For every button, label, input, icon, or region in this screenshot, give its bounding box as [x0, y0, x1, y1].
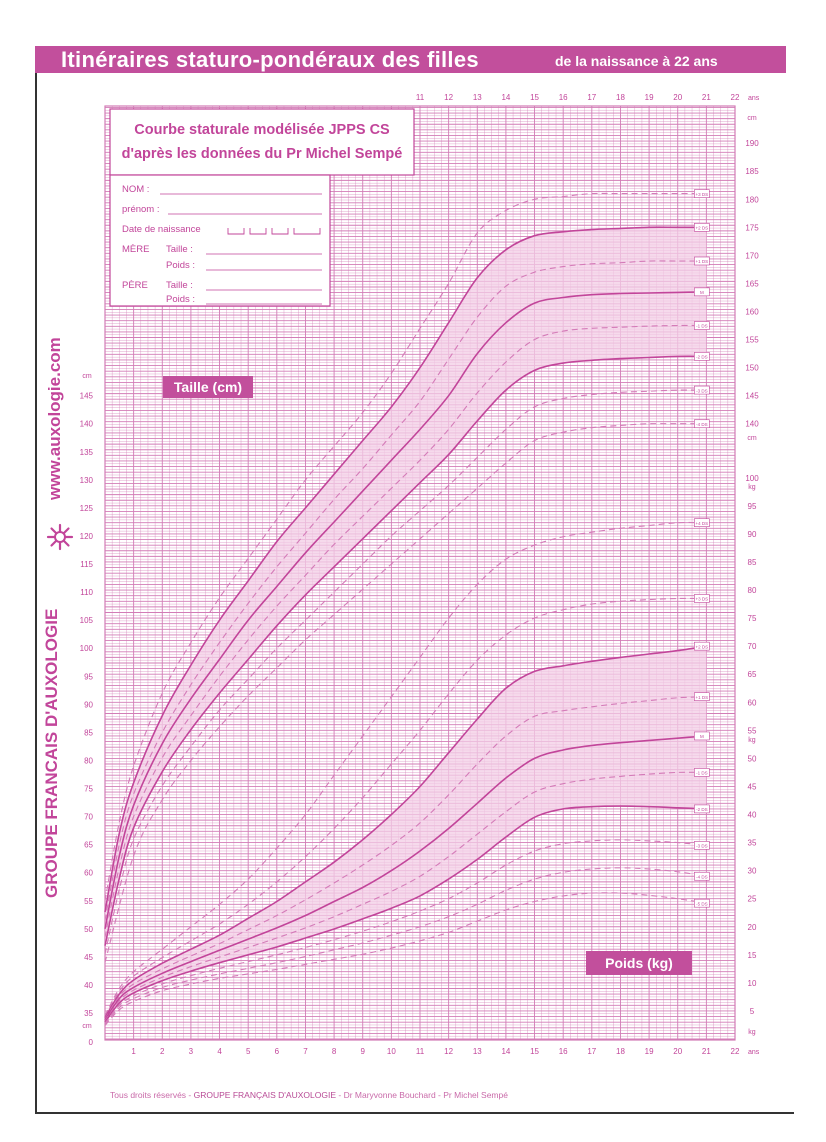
weight-curve-tag	[694, 841, 709, 849]
y-unit-label: kg	[748, 484, 756, 491]
x-tick-bottom: 14	[501, 1047, 511, 1056]
y-tick-left: 75	[84, 784, 93, 794]
pere-taille-label: Taille :	[166, 280, 193, 291]
tag-label: +3 DS	[695, 191, 709, 197]
x-tick-bottom: 13	[472, 1047, 482, 1056]
y-tick-right: 50	[747, 754, 757, 764]
y-unit-label: cm	[747, 115, 757, 122]
x-tick-top: 12	[444, 93, 454, 102]
y-tick-left: 95	[84, 672, 93, 682]
weight-curve-tag	[694, 768, 709, 776]
x-tick-bottom: 19	[644, 1047, 654, 1056]
y-tick-left: 90	[84, 700, 93, 710]
nom-label: NOM :	[122, 184, 150, 195]
x-tick-bottom: 4	[217, 1047, 222, 1056]
poids-label: Poids (kg)	[605, 955, 673, 971]
y-tick-left: 120	[79, 531, 93, 541]
x-tick-bottom: 7	[303, 1047, 308, 1056]
weight-curve-tag	[694, 594, 709, 602]
info-title-2: d'après les données du Pr Michel Sempé	[121, 146, 403, 162]
x-tick-bottom: 5	[245, 1047, 251, 1056]
y-tick-right: 35	[747, 838, 757, 848]
footer-org: GROUPE FRANÇAIS D'AUXOLOGIE	[193, 1090, 336, 1100]
organisation-label: GROUPE FRANCAIS D'AUXOLOGIE	[42, 608, 61, 898]
height-curve-tag	[694, 352, 709, 360]
x-tick-top: 15	[530, 93, 539, 102]
x-tick-bottom: 10	[386, 1047, 396, 1056]
page-subtitle: de la naissance à 22 ans	[555, 53, 718, 69]
x-tick-top: 11	[415, 93, 425, 102]
taille-label: Taille (cm)	[173, 379, 243, 395]
y-tick-right: 75	[747, 614, 757, 624]
mere-taille-label: Taille :	[166, 244, 193, 255]
height-curve-tag	[694, 420, 709, 428]
x-tick-top: 22	[730, 93, 740, 102]
y-unit-label: cm	[747, 435, 757, 442]
info-title-1: Courbe staturale modélisée JPPS CS	[134, 122, 390, 138]
y-tick-right: 5	[749, 1006, 755, 1016]
tag-label: -1 DS	[696, 323, 708, 329]
height-curve-tag	[694, 322, 709, 330]
y-tick-right: 30	[747, 866, 757, 876]
y-tick-left: 40	[84, 980, 93, 990]
y-tick-left: 60	[84, 868, 93, 878]
height-curve-tag	[694, 223, 709, 231]
y-tick-right: 165	[745, 279, 759, 289]
y-tick-right: 100	[745, 473, 759, 483]
y-tick-left: 115	[80, 560, 93, 570]
website-label: www.auxologie.com	[45, 337, 64, 500]
height-curve-tag	[694, 190, 709, 198]
y-tick-right: 20	[747, 922, 757, 932]
tag-label: -4 DS	[696, 421, 708, 427]
weight-curve-tag	[694, 642, 709, 650]
y-tick-right: 150	[745, 363, 759, 373]
height-curve-tag	[694, 288, 709, 296]
y-tick-left: 130	[79, 475, 93, 485]
tag-label: -3 DS	[696, 388, 708, 394]
tag-label: +2 DS	[695, 644, 709, 650]
y-tick-right: 70	[747, 642, 757, 652]
y-tick-right: 185	[745, 167, 759, 177]
y-unit-label: cm	[82, 373, 92, 380]
x-tick-bottom: 3	[188, 1047, 194, 1056]
x-tick-bottom: 21	[701, 1047, 711, 1056]
tag-label: +3 DS	[695, 596, 709, 602]
y-tick-left: 0	[88, 1038, 93, 1047]
y-tick-right: 180	[745, 195, 759, 205]
y-tick-left: 80	[84, 756, 93, 766]
tag-label: M	[699, 734, 704, 740]
x-unit-label: ans	[748, 95, 760, 102]
y-tick-left: 35	[84, 1009, 93, 1018]
footer-prefix: Tous droits réservés -	[110, 1090, 192, 1100]
height-curve-tag	[694, 257, 709, 265]
y-tick-right: 190	[745, 139, 759, 149]
mere-label: MÈRE	[122, 244, 150, 255]
x-tick-top: 16	[558, 93, 568, 102]
weight-curve-tag	[694, 899, 709, 907]
poids-label-box	[586, 951, 692, 975]
y-tick-right: 40	[747, 810, 757, 820]
x-tick-bottom: 11	[415, 1047, 425, 1056]
y-tick-right: 145	[745, 391, 759, 401]
tag-label: +4 DS	[695, 520, 709, 526]
weight-curve-tag	[694, 872, 709, 880]
y-tick-right: 65	[747, 670, 757, 680]
tag-label: +1 DS	[695, 259, 709, 265]
info-box	[110, 109, 414, 306]
pere-label: PÈRE	[122, 280, 148, 291]
tag-label: -4 DS	[696, 874, 708, 880]
y-unit-label: kg	[748, 1029, 756, 1036]
y-tick-right: 55	[747, 726, 757, 736]
x-tick-bottom: 12	[444, 1047, 454, 1056]
tag-label: +2 DS	[695, 225, 709, 231]
x-tick-bottom: 2	[160, 1047, 165, 1056]
y-tick-right: 90	[747, 529, 757, 539]
y-tick-right: 45	[747, 782, 757, 792]
y-unit-label: cm	[82, 1023, 92, 1030]
y-tick-right: 15	[747, 950, 757, 960]
x-tick-bottom: 16	[558, 1047, 568, 1056]
y-tick-left: 110	[80, 588, 93, 598]
x-tick-bottom: 15	[530, 1047, 539, 1056]
y-tick-left: 125	[79, 503, 93, 513]
x-tick-bottom: 6	[274, 1047, 280, 1056]
y-tick-right: 155	[745, 335, 759, 345]
y-tick-left: 65	[84, 840, 93, 850]
y-tick-left: 55	[84, 896, 93, 906]
x-tick-bottom: 18	[616, 1047, 625, 1056]
y-tick-right: 140	[745, 419, 759, 429]
y-tick-right: 85	[747, 557, 757, 567]
tag-label: -1 DS	[696, 770, 708, 776]
y-tick-right: 160	[745, 307, 759, 317]
y-unit-label: kg	[748, 737, 756, 744]
tag-label: -5 DS	[696, 901, 708, 907]
weight-curve-tag	[694, 693, 709, 701]
x-tick-top: 13	[472, 93, 482, 102]
weight-curve-tag	[694, 805, 709, 813]
x-tick-bottom: 22	[730, 1047, 740, 1056]
y-tick-left: 135	[79, 447, 93, 457]
y-tick-right: 60	[747, 698, 757, 708]
x-tick-top: 18	[616, 93, 625, 102]
page-title: Itinéraires staturo-pondéraux des filles	[61, 47, 479, 72]
x-tick-bottom: 9	[360, 1047, 365, 1056]
x-tick-top: 21	[701, 93, 711, 102]
y-tick-right: 25	[747, 894, 757, 904]
prenom-label: prénom :	[122, 204, 160, 215]
mere-poids-label: Poids :	[166, 260, 196, 271]
y-tick-right: 80	[747, 586, 757, 596]
y-tick-left: 100	[79, 644, 93, 654]
y-tick-left: 145	[79, 391, 93, 401]
pere-poids-label: Poids :	[166, 294, 196, 305]
x-tick-bottom: 1	[131, 1047, 136, 1056]
x-tick-top: 20	[673, 93, 683, 102]
tag-label: -2 DS	[696, 807, 708, 813]
x-unit-label: ans	[748, 1049, 760, 1056]
x-tick-bottom: 8	[331, 1047, 337, 1056]
y-tick-left: 50	[84, 924, 93, 934]
weight-curve-tag	[694, 519, 709, 527]
y-tick-left: 85	[84, 728, 93, 738]
x-tick-top: 19	[644, 93, 654, 102]
tag-label: -2 DS	[696, 354, 708, 360]
tag-label: -3 DS	[696, 843, 708, 849]
x-tick-bottom: 20	[673, 1047, 683, 1056]
y-tick-left: 70	[84, 812, 93, 822]
y-tick-right: 10	[747, 978, 757, 988]
footer-authors: - Dr Maryvonne Bouchard - Pr Michel Sempé	[338, 1090, 508, 1100]
x-tick-bottom: 17	[587, 1047, 597, 1056]
weight-curve-tag	[694, 732, 709, 740]
taille-label-box	[163, 376, 253, 398]
footer	[110, 1090, 508, 1100]
y-tick-left: 105	[79, 616, 93, 626]
x-tick-top: 14	[501, 93, 511, 102]
y-tick-left: 45	[84, 952, 93, 962]
x-tick-top: 17	[587, 93, 597, 102]
height-curve-tag	[694, 386, 709, 394]
tag-label: M	[699, 290, 704, 296]
y-tick-left: 140	[79, 419, 93, 429]
y-tick-right: 170	[745, 251, 759, 261]
date-label: Date de naissance	[122, 224, 201, 235]
tag-label: +1 DS	[695, 694, 709, 700]
y-tick-right: 95	[747, 501, 757, 511]
y-tick-right: 175	[745, 223, 759, 233]
